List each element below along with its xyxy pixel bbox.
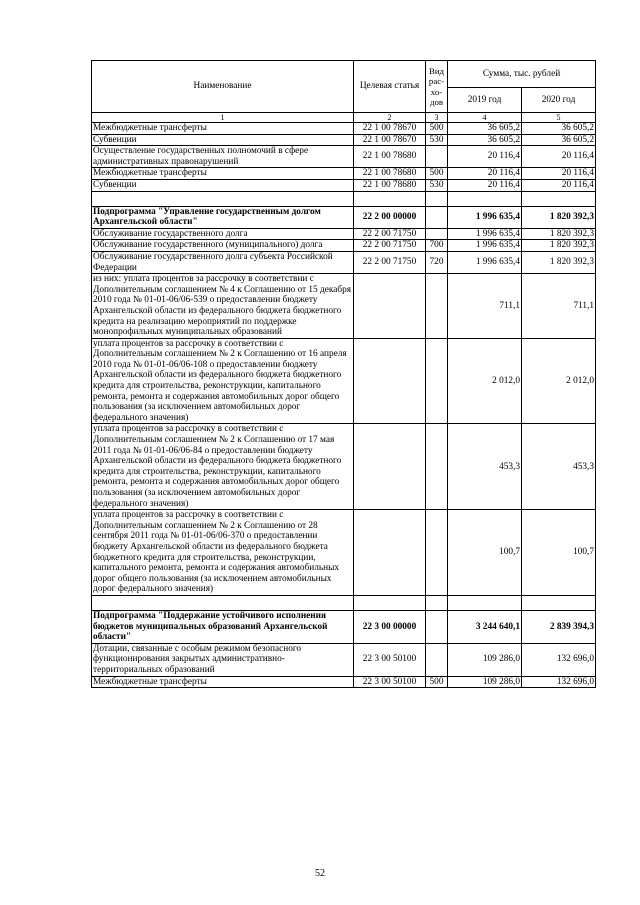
row-kind [426,191,448,206]
row-amount-2019: 1 996 635,4 [448,206,522,228]
table-row [92,168,596,180]
row-name: Подпрограмма "Управление государственным долгом Архангельской области" [92,206,354,228]
header-sum: Сумма, тыс. рублей [448,61,596,88]
row-code [354,191,426,206]
header-kind-line: хо- [430,86,443,97]
page-number: 52 [315,868,325,879]
row-amount-2019: 20 116,4 [448,179,522,191]
row-kind [426,338,448,424]
row-amount-2019 [448,595,522,610]
table-row [92,134,596,146]
row-name: уплата процентов за рассрочку в соответствии с Дополнительным соглашением № 2 к Соглашению от 16 апреля 2010 года № 01-01-06/06-108 о предоставлении бюджету Архангельской области из федерального бюджета бюджетного кредита для строительства, реконструкции, капитального ремонта, ремонта и содержания автомобильных дорог общего пользования (за исключением автомобильных дорог федерального значения) [92,338,354,424]
row-kind [426,643,448,676]
row-code: 22 2 00 71750 [354,228,426,240]
table-row [92,228,596,240]
budget-table [91,60,596,688]
row-amount-2020: 132 696,0 [522,643,596,676]
column-number: 2 [354,113,426,123]
row-name [92,595,354,610]
header-target-article: Целевая статья [354,61,426,113]
row-amount-2019: 3 244 640,1 [448,610,522,643]
row-amount-2020: 36 605,2 [522,123,596,135]
row-amount-2019: 36 605,2 [448,134,522,146]
row-name: Субвенции [92,134,354,146]
table-row [92,179,596,191]
row-code: 22 2 00 00000 [354,206,426,228]
row-amount-2020: 1 820 392,3 [522,240,596,252]
row-kind: 500 [426,123,448,135]
subprogram-row [92,206,596,228]
header-name: Наименование [92,61,354,113]
row-kind: 700 [426,240,448,252]
row-amount-2019: 109 286,0 [448,643,522,676]
row-amount-2019: 20 116,4 [448,168,522,180]
row-amount-2019: 1 996 635,4 [448,228,522,240]
table-row [92,643,596,676]
row-kind [426,595,448,610]
row-code: 22 1 00 78670 [354,134,426,146]
row-name: Осуществление государственных полномочий в сфере административных правонарушений [92,146,354,168]
table-row [92,146,596,168]
row-code: 22 1 00 78680 [354,168,426,180]
row-kind: 500 [426,168,448,180]
row-amount-2020: 20 116,4 [522,168,596,180]
row-code: 22 1 00 78680 [354,179,426,191]
row-amount-2020: 20 116,4 [522,179,596,191]
table-row [92,338,596,424]
column-number: 3 [426,113,448,123]
row-kind [426,424,448,510]
row-amount-2020 [522,191,596,206]
row-name: Обслуживание государственного (муниципального) долга [92,240,354,252]
row-name: Подпрограмма "Поддержание устойчивого исполнения бюджетов муниципальных образований Архангельской области" [92,610,354,643]
row-code [354,510,426,596]
row-name: Межбюджетные трансферты [92,168,354,180]
table-row [92,251,596,273]
header-kind-line: дов [429,96,444,107]
row-kind [426,510,448,596]
table-row [92,676,596,688]
row-kind: 720 [426,251,448,273]
row-name: уплата процентов за рассрочку в соответствии с Дополнительным соглашением № 2 к Соглашению от 28 сентября 2011 года № 01-01-06/06-370 о предоставлении бюджету Архангельской области из федерального бюджета бюджетного кредита для строительства, реконструкции, капитального ремонта, ремонта и содержания автомобильных дорог общего пользования (за исключением автомобильных дорог федерального значения) [92,510,354,596]
row-kind: 530 [426,134,448,146]
column-number: 1 [92,113,354,123]
row-amount-2020: 36 605,2 [522,134,596,146]
row-amount-2019: 100,7 [448,510,522,596]
row-name [92,191,354,206]
row-amount-2020: 1 820 392,3 [522,206,596,228]
row-amount-2019: 2 012,0 [448,338,522,424]
row-amount-2019: 36 605,2 [448,123,522,135]
row-code: 22 2 00 71750 [354,251,426,273]
spacer-row [92,595,596,610]
row-amount-2019 [448,191,522,206]
row-name: Обслуживание государственного долга [92,228,354,240]
row-name: Дотации, связанные с особым режимом безопасного функционирования закрытых административно-территориальных образований [92,643,354,676]
row-name: Субвенции [92,179,354,191]
row-amount-2019: 711,1 [448,274,522,339]
row-name: Обслуживание государственного долга субъекта Российской Федерации [92,251,354,273]
header-expense-kind [426,61,448,113]
row-kind [426,146,448,168]
row-kind [426,274,448,339]
spacer-row [92,191,596,206]
table-row [92,240,596,252]
row-amount-2019: 453,3 [448,424,522,510]
row-code: 22 3 00 50100 [354,643,426,676]
row-code: 22 1 00 78680 [354,146,426,168]
row-kind: 530 [426,179,448,191]
row-code: 22 3 00 50100 [354,676,426,688]
row-name: уплата процентов за рассрочку в соответствии с Дополнительным соглашением № 2 к Соглашению от 17 мая 2011 года № 01-01-06/06-84 о предоставлении бюджету Архангельской области из федерального бюджета бюджетного кредита для строительства, реконструкции, капитального ремонта, ремонта и содержания автомобильных дорог общего пользования (за исключением автомобильных дорог федерального значения) [92,424,354,510]
row-name: Межбюджетные трансферты [92,676,354,688]
table-row [92,123,596,135]
row-code [354,424,426,510]
row-name: Межбюджетные трансферты [92,123,354,135]
header-year-2019: 2019 год [448,88,522,113]
row-kind: 500 [426,676,448,688]
row-amount-2020: 1 820 392,3 [522,251,596,273]
row-kind [426,228,448,240]
subprogram-row [92,610,596,643]
row-code: 22 1 00 78670 [354,123,426,135]
row-amount-2020: 2 839 394,3 [522,610,596,643]
row-amount-2020: 132 696,0 [522,676,596,688]
row-code: 22 3 00 00000 [354,610,426,643]
row-kind [426,206,448,228]
row-amount-2019: 1 996 635,4 [448,251,522,273]
table-row [92,510,596,596]
row-amount-2020 [522,595,596,610]
row-code [354,595,426,610]
row-code [354,338,426,424]
row-name: из них: уплата процентов за рассрочку в соответствии с Дополнительным соглашением № 4 к Соглашению от 15 декабря 2010 года № 01-01-06/06-539 о предоставлении бюджету Архангельской области из федерального бюджета бюджетного кредита на реализацию мероприятий по поддержке монопрофильных муниципальных образований [92,274,354,339]
column-number: 4 [448,113,522,123]
row-amount-2020: 711,1 [522,274,596,339]
row-amount-2020: 20 116,4 [522,146,596,168]
row-amount-2020: 2 012,0 [522,338,596,424]
row-code: 22 2 00 71750 [354,240,426,252]
row-amount-2020: 453,3 [522,424,596,510]
row-kind [426,610,448,643]
row-amount-2019: 109 286,0 [448,676,522,688]
header-kind-line: рас- [428,76,445,87]
row-amount-2019: 20 116,4 [448,146,522,168]
table-row [92,274,596,339]
header-year-2020: 2020 год [522,88,596,113]
row-amount-2020: 1 820 392,3 [522,228,596,240]
column-number: 5 [522,113,596,123]
row-amount-2020: 100,7 [522,510,596,596]
table-row [92,424,596,510]
header-kind-line: Вид [428,65,445,76]
row-amount-2019: 1 996 635,4 [448,240,522,252]
row-code [354,274,426,339]
